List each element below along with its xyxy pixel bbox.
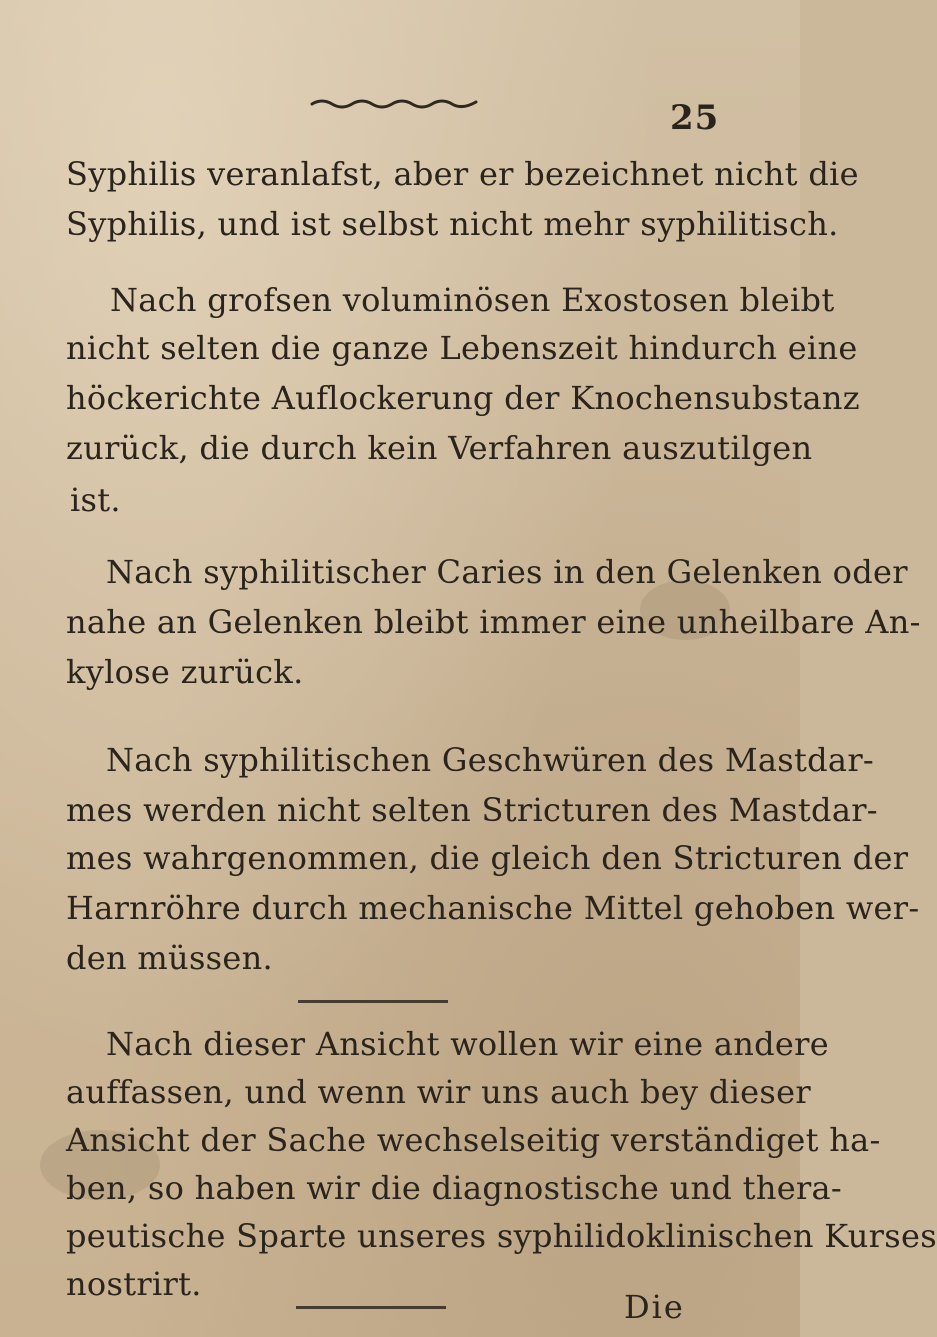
paragraph-2-line-5: ist. xyxy=(70,481,121,519)
paragraph-5-line-5: peutische Sparte unseres syphilidoklinischen Kurses xyxy=(66,1217,937,1255)
paragraph-4-line-3: mes wahrgenommen, die gleich den Stricturen der xyxy=(66,839,909,877)
paragraph-4-line-2: mes werden nicht selten Stricturen des Mastdar- xyxy=(66,791,878,829)
paragraph-5-line-4: ben, so haben wir die diagnostische und thera- xyxy=(66,1169,843,1207)
paragraph-3-line-1: Nach syphilitischer Caries in den Gelenken oder xyxy=(106,553,908,591)
paragraph-2-line-2: nicht selten die ganze Lebenszeit hindurch eine xyxy=(66,329,858,367)
paragraph-2-line-1: Nach grofsen voluminösen Exostosen bleibt xyxy=(110,281,835,319)
paragraph-3-line-3: kylose zurück. xyxy=(66,653,304,691)
section-rule xyxy=(298,1000,448,1003)
paragraph-1-line-2: Syphilis, und ist selbst nicht mehr syphilitisch. xyxy=(66,205,839,243)
text-line: Syphilis veranlafst, aber er bezeichnet nicht die xyxy=(66,155,859,193)
paragraph-5-line-1: Nach dieser Ansicht wollen wir eine andere xyxy=(106,1025,829,1063)
paragraph-4-line-4: Harnröhre durch mechanische Mittel gehoben wer- xyxy=(66,889,920,927)
paragraph-2-line-3: höckerichte Auflockerung der Knochensubstanz xyxy=(66,379,860,417)
page-number: 25 xyxy=(670,98,720,138)
paragraph-1-line-1 xyxy=(66,155,859,193)
header-ornament xyxy=(310,96,480,110)
catchword: Die xyxy=(624,1288,685,1326)
paragraph-5-line-3: Ansicht der Sache wechselseitig verständiget ha- xyxy=(66,1121,881,1159)
paragraph-5-line-2: auffassen, und wenn wir uns auch bey dieser xyxy=(66,1073,811,1111)
paragraph-4-line-1: Nach syphilitischen Geschwüren des Mastdar- xyxy=(106,741,875,779)
paragraph-4-line-5: den müssen. xyxy=(66,939,274,977)
paragraph-3-line-2: nahe an Gelenken bleibt immer eine unheilbare An- xyxy=(66,603,921,641)
paragraph-2-line-4: zurück, die durch kein Verfahren auszutilgen xyxy=(66,429,813,467)
paragraph-5-line-6: nostrirt. xyxy=(66,1265,202,1303)
section-rule xyxy=(296,1306,446,1309)
